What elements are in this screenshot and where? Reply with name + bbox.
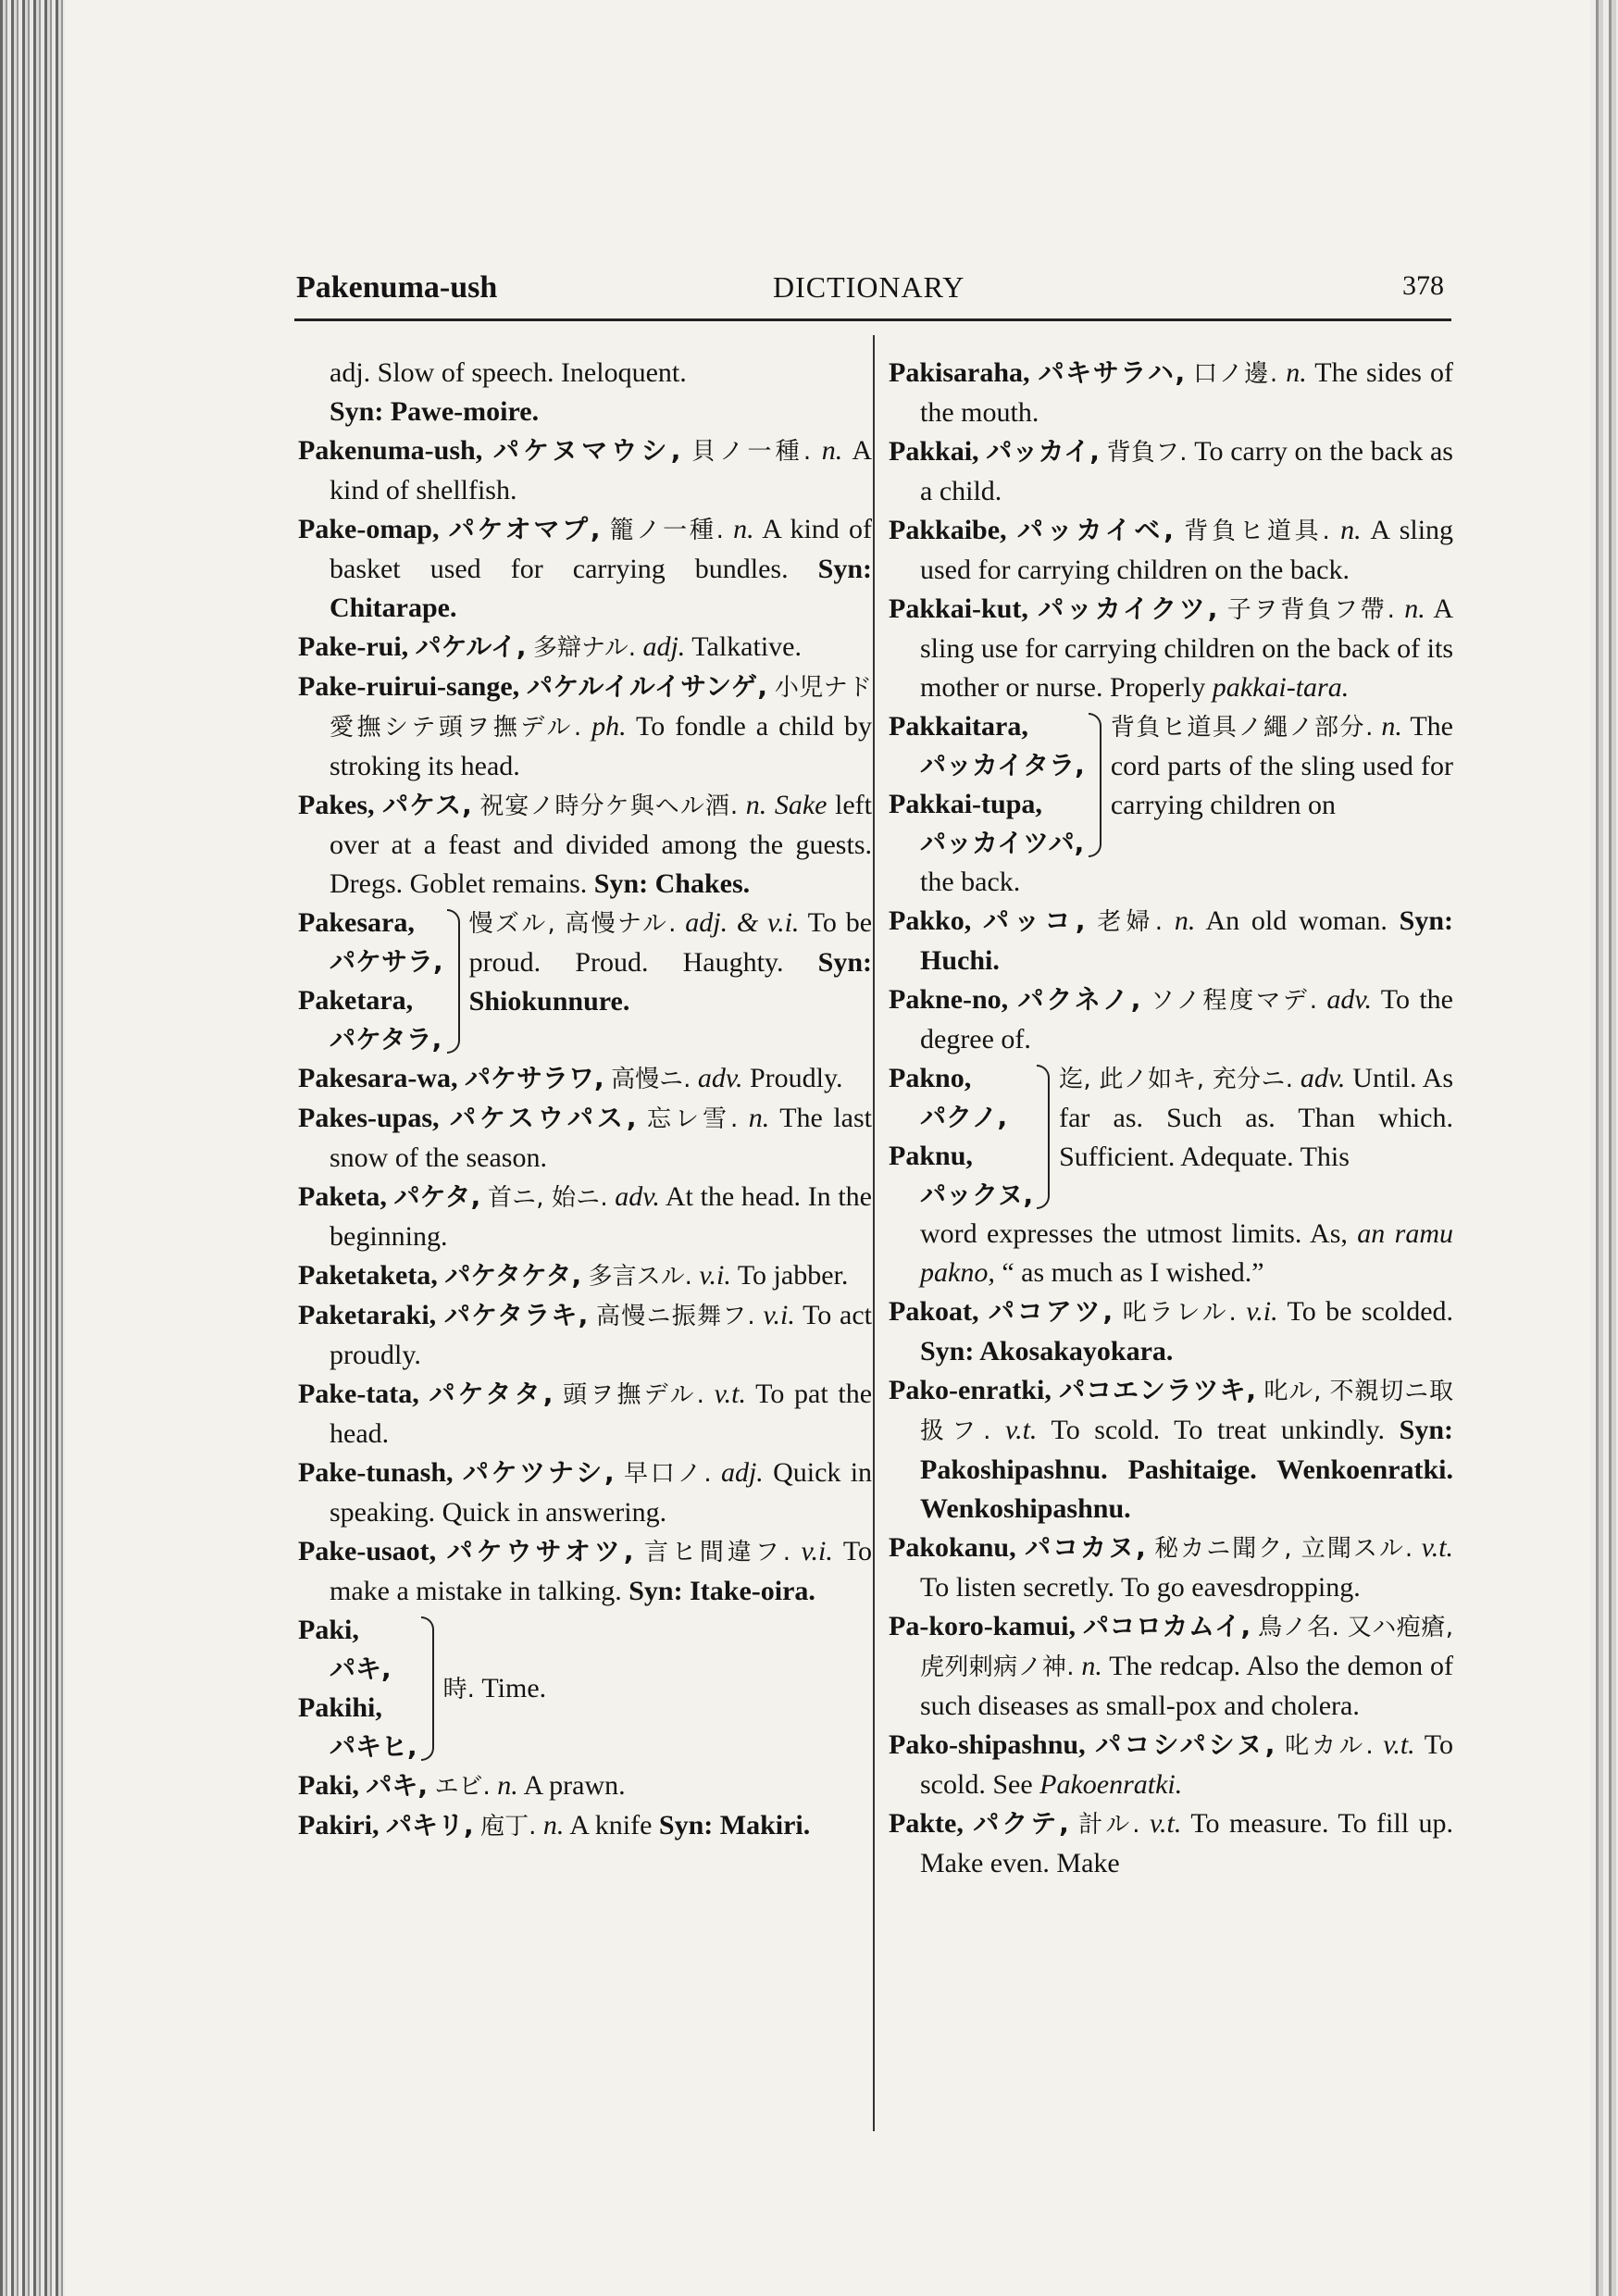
entry-headword: Pakno, [889,1063,972,1093]
entry-pos: n. [1381,711,1402,742]
entry-kana: パコカヌ, [1025,1532,1146,1563]
entry-pos: adj. & v.i. [685,907,800,938]
entry-headword: Pakkai-tupa, [889,789,1042,819]
entry-definition: “ as much as I wished.” [1002,1257,1264,1288]
grouped-entry [889,1059,1453,1215]
entry-kana: パケルイルイサンゲ, [527,671,767,702]
entry-synonym: Syn: Chitarape. [330,554,873,623]
entry-pos: adv. [697,1063,743,1093]
entry-definition: A sling used for carrying children on the back. [920,515,1454,585]
entry-headword: Pakkaibe, [889,515,1007,545]
header-rule [294,318,1451,321]
entry-kana: パコアツ, [988,1296,1114,1327]
dictionary-entry [298,431,872,510]
entry-headword: Pakkai, [889,436,979,467]
entry-pos: v.i. [801,1536,833,1566]
entry-pos: adv. [1300,1063,1346,1093]
entry-japanese-gloss: 祝宴ノ時分ケ與ヘル酒. [479,792,739,820]
dictionary-entry [889,590,1453,707]
dictionary-entry [889,1804,1453,1883]
entry-pos: v.i. [1246,1296,1278,1327]
dictionary-entry [889,1371,1453,1529]
entry-pos: n. [821,435,843,466]
entry-japanese-gloss: 忘レ雪. [647,1105,739,1133]
entry-japanese-gloss: 子ヲ背負フ帶. [1226,596,1395,624]
running-head-left: Pakenuma-ush [296,270,498,305]
entry-japanese-gloss: エビ. [434,1773,491,1801]
entry-kana: パケオマプ, [448,514,601,544]
entry-japanese-gloss: 籠ノ一種. [609,517,724,544]
brace-bracket [1037,1065,1050,1209]
entry-pos: n. [542,1810,565,1841]
entry-japanese-gloss: 言ヒ間違フ. [643,1539,790,1566]
dictionary-entry [298,1532,872,1611]
grouped-entry-tail: the back. [920,867,1021,897]
entry-headword: Paknu, [889,1141,973,1171]
dictionary-entry [889,511,1453,590]
entry-definition: To fondle a child by stroking its head. [330,711,873,781]
entry-definition: The cord parts of the sling used for carrying children on [1110,711,1453,820]
entry-kana: パケタラ, [330,1024,442,1054]
scan-edge-left [0,0,65,2296]
entry-pos: n. [497,1770,518,1801]
entry-japanese-gloss: 叱ラレル. [1122,1299,1237,1327]
entry-headword: Pakte, [889,1808,964,1839]
left-column [298,354,872,1846]
entry-definition: To scold. To treat unkindly. [1051,1415,1386,1445]
dictionary-entry [298,1059,872,1099]
dictionary-entry [889,1607,1453,1726]
dictionary-entry [298,628,872,668]
entry-definition: Talkative. [691,631,802,662]
entry-japanese-gloss: 背負フ. [1106,439,1188,467]
entry-kana: パケスウパス, [450,1103,637,1133]
entry-pos: v.t. [1149,1808,1182,1839]
entry-headword: Pakiri, [298,1810,380,1841]
entry-headword: Pakenuma-ush, [298,435,483,466]
dictionary-entry [889,432,1453,511]
entry-headword: Pake-ruirui-sange, [298,671,520,702]
entry-pos: v.i. [763,1300,795,1330]
entry-japanese-gloss: 叱ル, 不親切ニ取扱フ. [920,1378,1453,1445]
entry-synonym: Syn: Chakes. [593,868,751,899]
entry-headword: Pakkai-kut, [889,593,1028,624]
entry-synonym: Syn: Makiri. [658,1810,811,1841]
entry-japanese-gloss: 背負ヒ道具. [1184,518,1330,545]
entry-definition: To measure. To fill up. Make even. Make [920,1808,1454,1878]
grouped-entry-tail [889,1215,1453,1292]
entry-synonym: Syn: Itake-oira. [629,1576,815,1606]
running-head-center: DICTIONARY [773,270,965,304]
entry-pos: adj. [642,631,686,662]
dictionary-entry [298,786,872,904]
entry-japanese-gloss: 時. [442,1675,475,1703]
entry-headword: Paketara, [298,985,414,1016]
entry-japanese-gloss: 計ル. [1078,1811,1140,1839]
entry-japanese-gloss: 小児ナド愛撫シテ頭ヲ撫デル. [330,674,873,742]
entry-kana: パケサラワ, [464,1063,604,1093]
entry-headword: Pakihi, [298,1692,382,1723]
entry-pos: n. [1340,515,1362,545]
entry-definition: A kind of basket used for carrying bundles. [330,514,872,584]
entry-headword: Pakes-upas, [298,1103,440,1133]
entry-definition: word expresses the utmost limits. As, [920,1218,1348,1249]
entry-kana: パケタタ, [429,1379,554,1409]
entry-italic-term: Sake [774,790,828,820]
entry-headword: Pakisaraha, [889,357,1030,388]
entry-kana: パケヌマウシ, [492,435,681,466]
entry-japanese-gloss: 多言スル. [588,1263,692,1291]
entry-definition: To be proud. Proud. Haughty. [468,907,873,978]
entry-pos: v.i. [699,1260,731,1291]
dictionary-entry [298,1256,872,1296]
dictionary-entry [298,1454,872,1532]
entry-definition: To jabber. [737,1260,849,1291]
entry-kana: パックヌ, [920,1179,1034,1210]
entry-kana: パキサラハ, [1038,357,1186,388]
entry-synonym: Syn: Pakoshipashnu. Pashitaige. Wenkoenratki. Wenkoshipashnu. [920,1415,1453,1524]
entry-kana: パケサラ, [330,946,443,977]
entry-japanese-gloss: 頭ヲ撫デル. [563,1381,704,1409]
entry-definition: To scold. See [920,1729,1453,1800]
entry-pos: n. [1286,357,1307,388]
entry-kana: パクテ, [973,1808,1069,1839]
dictionary-entry [298,1375,872,1454]
entry-pos: n. [1174,905,1196,936]
entry-definition: An old woman. [1205,905,1388,936]
entry-japanese-gloss: ソノ程度マデ. [1150,987,1318,1015]
entry-kana: パケツナシ, [462,1457,615,1488]
entry-definition: Time. [481,1672,547,1703]
entry-definition: left over at a feast and divided among the guests. Dregs. Goblet remains. [330,790,873,899]
brace-bracket [421,1616,434,1761]
entry-headword: Pa-koro-kamui, [889,1611,1076,1641]
entry-synonym: Syn: Huchi. [920,905,1453,976]
dictionary-entry [298,1099,872,1178]
entry-japanese-gloss: 高慢ニ. [611,1066,691,1093]
entry-definition: To act proudly. [330,1300,873,1370]
entry-japanese-gloss: 背負ヒ道具ノ繩ノ部分. [1110,714,1374,742]
entry-definition: Proudly. [749,1063,843,1093]
dictionary-entry [889,1529,1453,1607]
entry-kana: パクノ, [920,1102,1008,1132]
entry-headword: Pako-enratki, [889,1375,1052,1405]
entry-kana: パキヒ, [330,1731,417,1762]
entry-pos: adv. [1326,984,1372,1015]
dictionary-entry [298,668,872,786]
entry-headword: Pakko, [889,905,972,936]
entry-japanese-gloss: 老婦. [1097,908,1164,936]
entry-japanese-gloss: 早口ノ. [623,1460,712,1488]
entry-definition: Quick in speaking. Quick in answering. [330,1457,873,1528]
dictionary-entry [298,1296,872,1375]
entry-headword: Pake-tata, [298,1379,419,1409]
entry-kana: パコシパシヌ, [1095,1729,1276,1760]
entry-japanese-gloss: 首ニ, 始ニ. [487,1184,608,1212]
entry-headword: Pakesara-wa, [298,1063,458,1093]
entry-headword: Pakesara, [298,907,415,938]
entry-pos: n. [1081,1651,1102,1681]
entry-definition: To carry on the back as a child. [920,436,1453,506]
entry-japanese-gloss: 貝ノ一種. [691,438,812,466]
entry-definition: To pat the head. [330,1379,873,1449]
entry-definition: To listen secretly. To go eavesdropping. [920,1572,1361,1603]
entry-pos: n. [748,1103,770,1133]
entry-definition: At the head. In the beginning. [330,1181,872,1252]
entry-synonym: Syn: Pawe-moire. [330,396,540,427]
entry-kana: パケウサオツ, [446,1536,634,1566]
entry-definition: The redcap. Also the demon of such diseases as small-pox and cholera. [920,1651,1453,1721]
entry-italic-term: an ramu pakno, [920,1218,1454,1288]
grouped-entry [298,1611,872,1766]
entry-japanese-gloss: 多辯ナル. [533,634,636,662]
entry-definition: A prawn. [523,1770,626,1801]
entry-japanese-gloss: 秘カニ聞ク, 立聞スル. [1154,1535,1413,1563]
entry-pos: v.t. [1383,1729,1415,1760]
entry-definition: A kind of shellfish. [330,435,873,505]
entry-pos: v.t. [1421,1532,1454,1563]
entry-japanese-gloss: 庖丁. [480,1813,537,1841]
entry-kana: パキリ, [386,1810,474,1841]
entry-headword: Pakoat, [889,1296,979,1327]
entry-headword: Pakne-no, [889,984,1009,1015]
entry-definition: To be scolded. [1287,1296,1454,1327]
scan-edge-right [1590,0,1618,2296]
entry-headword: Pake-rui, [298,631,409,662]
dictionary-entry [889,902,1453,980]
entry-pos: v.t. [714,1379,746,1409]
entry-synonym: Syn: Shiokunnure. [468,947,872,1017]
entry-headword: Pake-omap, [298,514,440,544]
entry-japanese-gloss: 鳥ノ名. 又ハ疱瘡, 虎列剌病ノ神. [920,1614,1454,1681]
entry-headword: Pako-shipashnu, [889,1729,1086,1760]
dictionary-entry [298,510,872,628]
entry-pos: adj. [720,1457,764,1488]
entry-kana: パッカイ, [986,436,1100,467]
entry-kana: パコロカムイ, [1082,1611,1251,1641]
entry-definition: To make a mistake in talking. [330,1536,873,1606]
dictionary-entry [889,354,1453,432]
dictionary-entry [889,1292,1453,1371]
grouped-entry [298,904,872,1059]
grouped-entry [889,707,1453,863]
entry-definition: Until. As far as. Such as. Than which. Sufficient. Adequate. This [1059,1063,1454,1172]
entry-japanese-gloss: 高慢ニ振舞フ. [596,1303,755,1330]
dictionary-entry [889,1726,1453,1804]
entry-headword: Pake-tunash, [298,1457,454,1488]
entry-japanese-gloss: 慢ズル, 高慢ナル. [468,910,677,938]
entry-definition: The last snow of the season. [330,1103,873,1173]
entry-definition: The sides of the mouth. [920,357,1454,428]
entry-pos: n. [733,514,754,544]
entry-kana: パケルイ, [415,631,527,662]
entry-italic-term: Pakoenratki. [1039,1769,1183,1800]
entry-kana: パッカイツパ, [920,828,1085,858]
right-column [889,354,1453,1883]
entry-headword: Pake-usaot, [298,1536,437,1566]
entry-synonym: Syn: Akosakayokara. [920,1336,1174,1366]
page-header [296,270,1444,311]
dictionary-entry [298,1178,872,1256]
entry-pos: n. [745,790,767,820]
entry-headword: Pakokanu, [889,1532,1016,1563]
entry-kana: パッカイクツ, [1038,593,1218,624]
entry-definition: A knife [569,1810,653,1841]
entry-japanese-gloss: 迄, 此ノ如キ, 充分ニ. [1059,1066,1293,1093]
entry-headword: Pakes, [298,790,375,820]
entry-headword: Paketaketa, [298,1260,438,1291]
entry-kana: パッカイベ, [1016,515,1174,545]
entry-definition: To the degree of. [920,984,1454,1054]
entry-kana: パクネノ, [1017,984,1141,1015]
entry-pos: ph. [591,711,627,742]
entry-headword: Paketa, [298,1181,387,1212]
brace-bracket [1089,713,1101,857]
continued-entry [298,354,872,431]
column-divider [873,335,875,2131]
entry-headword: Paki, [298,1615,359,1645]
entry-kana: パコエンラツキ, [1059,1375,1256,1405]
entry-kana: パキ, [366,1770,428,1801]
entry-definition: A sling use for carrying children on the back of its mother or nurse. Properly [920,593,1454,703]
entry-definition: adj. Slow of speech. Ineloquent. [330,357,687,388]
entry-headword: Paki, [298,1770,359,1801]
entry-kana: パッコ, [982,905,1086,936]
entry-japanese-gloss: 叱カル. [1285,1732,1374,1760]
dictionary-entry [889,980,1453,1059]
entry-kana: パキ, [330,1653,392,1684]
entry-kana: パケタケタ, [444,1260,582,1291]
entry-kana: パッカイタラ, [920,750,1085,780]
entry-kana: パケタラキ, [443,1300,589,1330]
page-number: 378 [1402,270,1444,301]
entry-kana: パケス, [382,790,472,820]
entry-headword: Pakkaitara, [889,711,1028,742]
entry-pos: n. [1404,593,1425,624]
entry-pos: v.t. [1005,1415,1038,1445]
entry-pos: adv. [615,1181,660,1212]
entry-kana: パケタ, [393,1181,481,1212]
dictionary-entry [298,1766,872,1806]
dictionary-entry [298,1806,872,1846]
entry-japanese-gloss: 口ノ邊. [1193,360,1278,388]
entry-italic-term: pakkai-tara. [1212,672,1350,703]
entry-headword: Paketaraki, [298,1300,437,1330]
brace-bracket [447,909,460,1054]
